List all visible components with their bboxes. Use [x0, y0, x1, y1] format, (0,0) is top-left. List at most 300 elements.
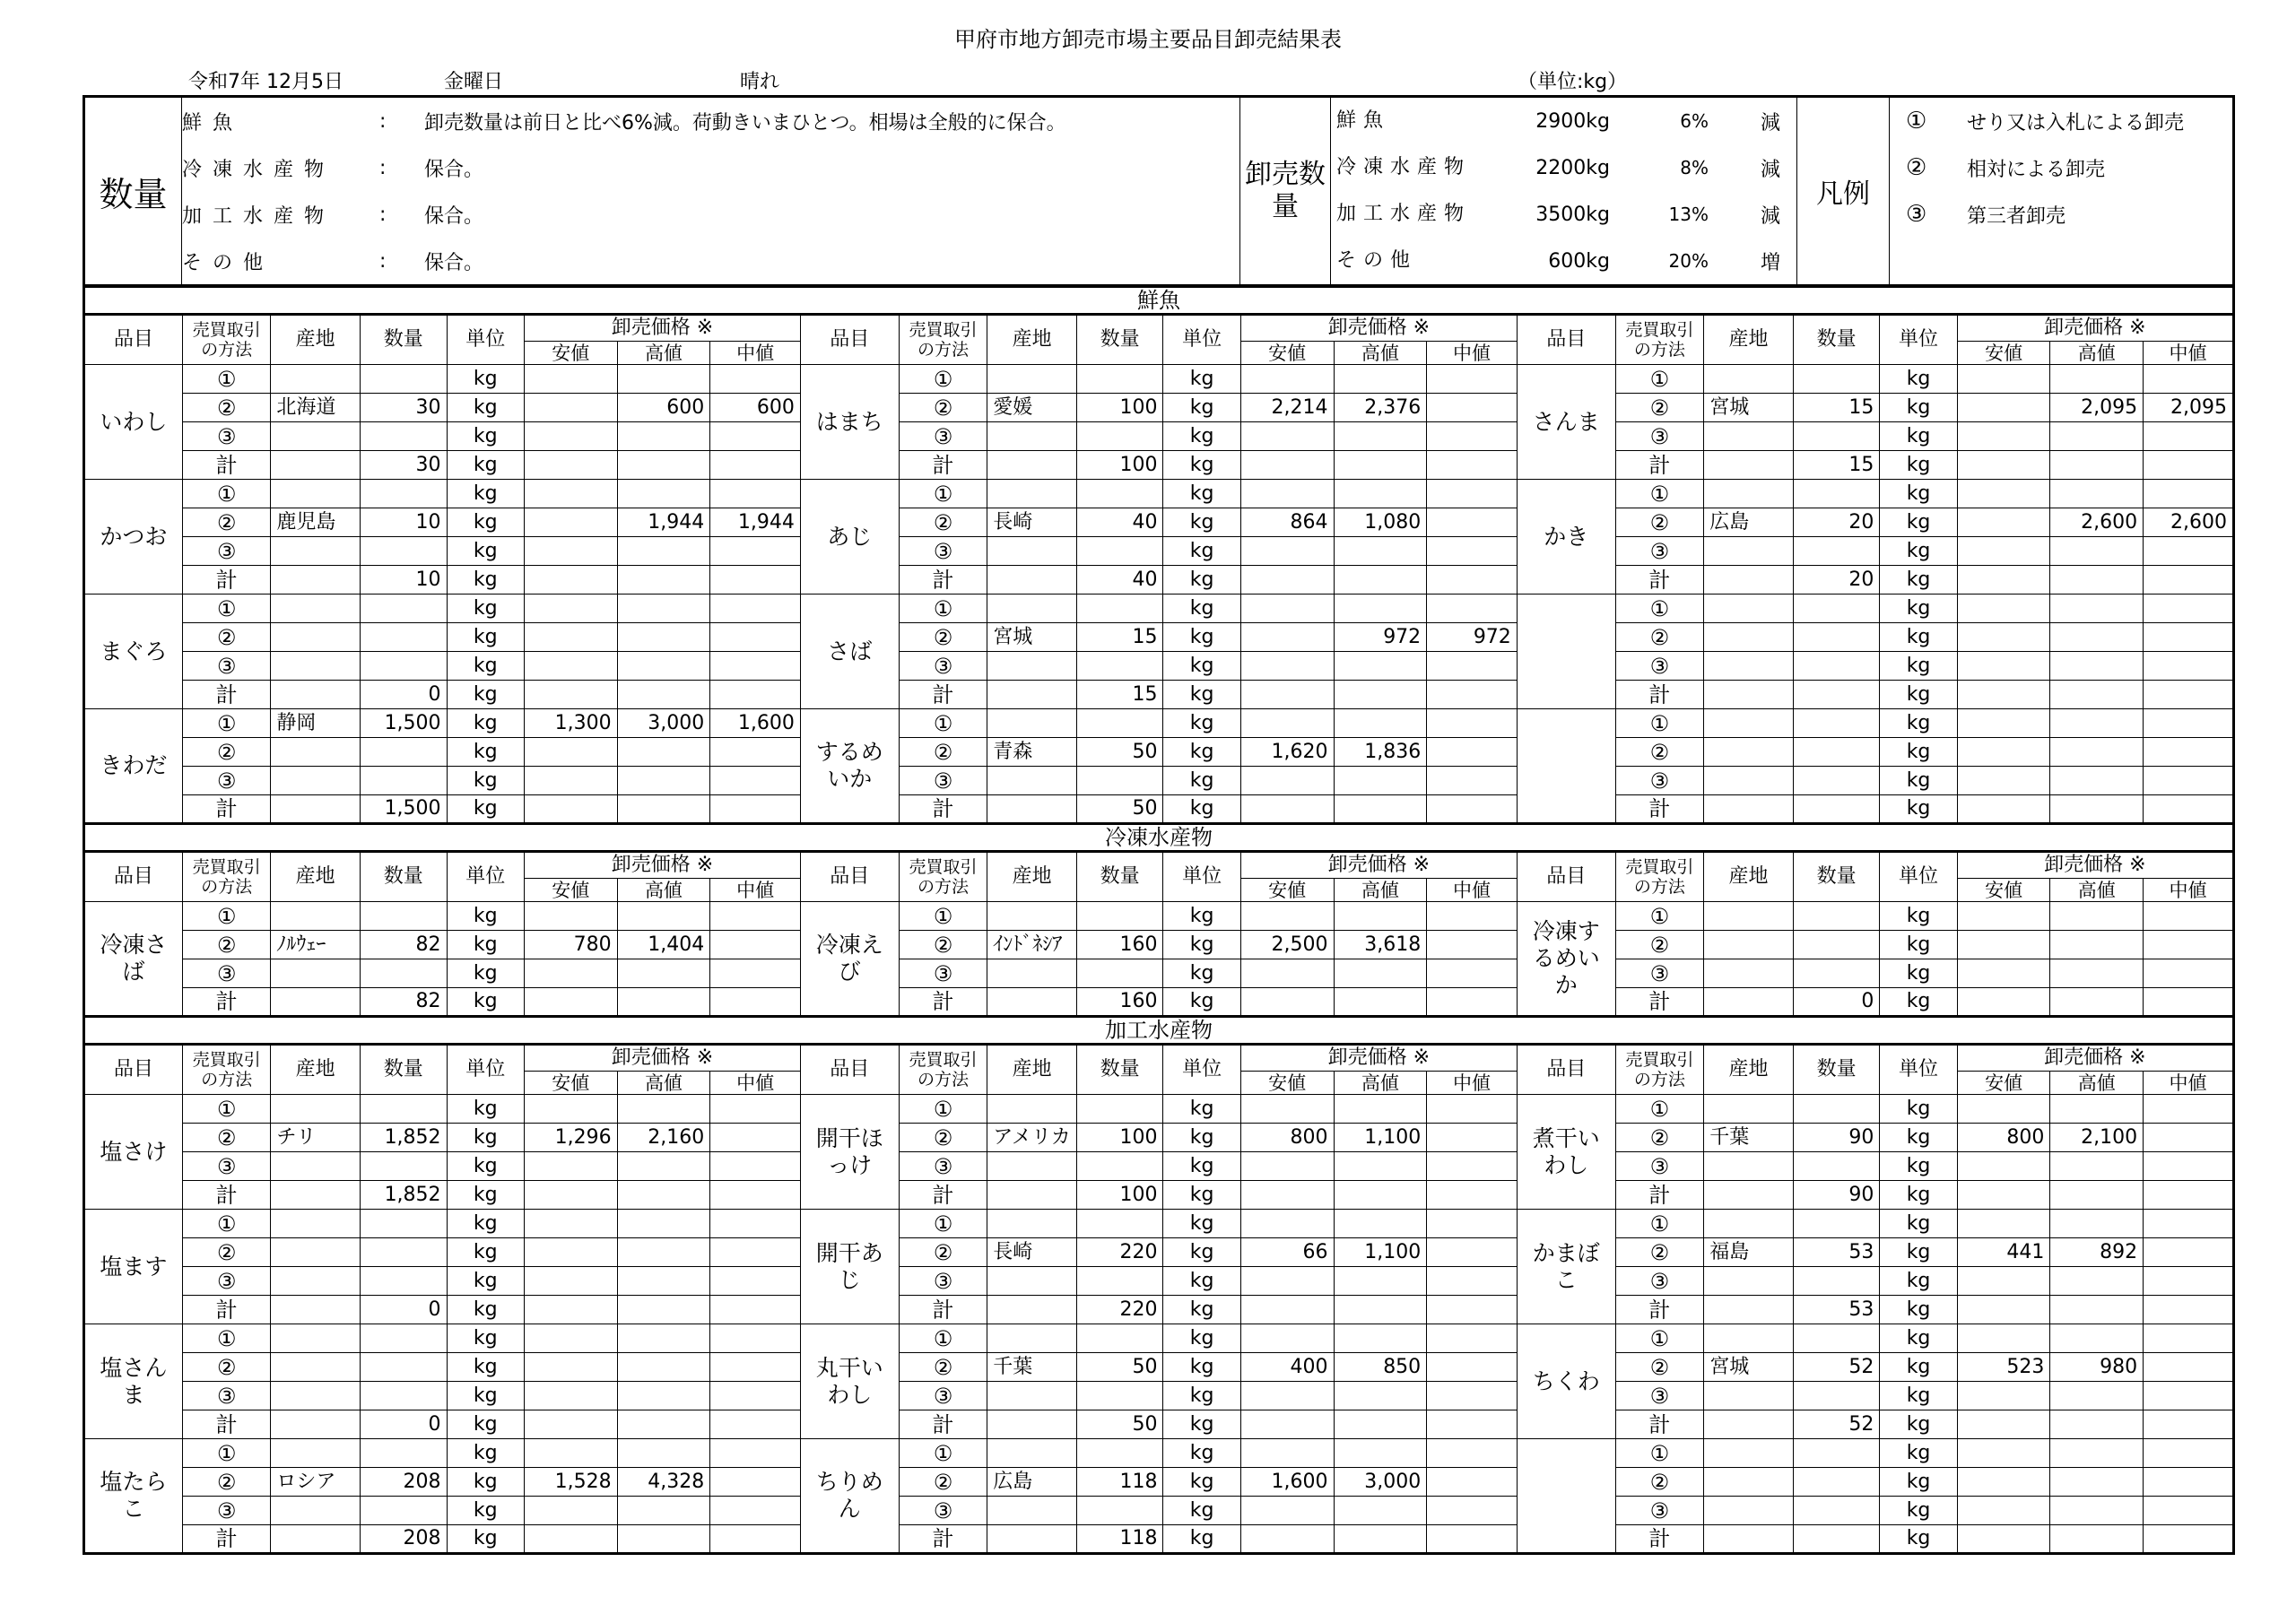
high-price-cell — [1334, 1267, 1427, 1296]
section-title: 鮮魚 — [84, 287, 2234, 315]
method-mark: 計 — [1615, 988, 1704, 1017]
unit-cell: kg — [1163, 738, 1240, 767]
qty-cell: 50 — [1076, 795, 1163, 824]
origin-cell — [1704, 795, 1794, 824]
method-mark: ② — [1615, 738, 1704, 767]
qty-cell — [1793, 652, 1880, 681]
high-price-cell: 600 — [617, 394, 710, 422]
low-price-cell — [1240, 795, 1334, 824]
header-method: 売買取引の方法 — [899, 852, 987, 902]
unit-cell: kg — [447, 652, 524, 681]
method-mark: ③ — [1615, 1497, 1704, 1525]
low-price-cell — [524, 681, 617, 709]
header-price: 卸売価格 ※ — [1957, 1045, 2233, 1072]
summary-category: 鮮魚 — [182, 111, 244, 135]
high-price-cell — [1334, 902, 1427, 931]
volume-row — [1336, 191, 1780, 238]
high-price-cell — [617, 988, 710, 1017]
high-price-cell — [1334, 681, 1427, 709]
unit-cell: kg — [1880, 1382, 1957, 1410]
legend-text: せり又は入札による卸売 — [1967, 111, 2185, 135]
qty-cell: 52 — [1793, 1410, 1880, 1439]
mid-price-cell — [710, 902, 801, 931]
unit-cell: kg — [447, 1439, 524, 1468]
header-mid: 中値 — [2144, 342, 2234, 365]
unit-cell: kg — [1880, 959, 1957, 988]
item-name: 塩たらこ — [84, 1439, 183, 1554]
high-price-cell — [2050, 595, 2144, 623]
mid-price-cell — [2144, 566, 2234, 595]
table-row — [84, 1210, 2234, 1238]
unit-cell: kg — [1880, 595, 1957, 623]
summary-colon: : — [379, 109, 387, 133]
high-price-cell — [617, 365, 710, 394]
unit-cell: kg — [1880, 1410, 1957, 1439]
item-name: ちりめん — [800, 1439, 899, 1554]
high-price-cell — [2050, 1468, 2144, 1497]
header-low: 安値 — [1957, 1072, 2050, 1095]
header-qty: 数量 — [360, 1045, 447, 1095]
high-price-cell — [2050, 988, 2144, 1017]
qty-cell: 10 — [360, 508, 447, 537]
summary-box — [83, 95, 2235, 287]
origin-cell — [1704, 931, 1794, 959]
high-price-cell: 4,328 — [617, 1468, 710, 1497]
high-price-cell — [2050, 537, 2144, 566]
item-name: ちくわ — [1517, 1324, 1615, 1439]
high-price-cell — [1334, 988, 1427, 1017]
low-price-cell — [524, 988, 617, 1017]
mid-price-cell — [710, 1439, 801, 1468]
mid-price-cell — [1427, 1468, 1518, 1497]
unit-cell: kg — [1880, 480, 1957, 508]
origin-cell — [987, 365, 1077, 394]
method-mark: ② — [899, 1124, 987, 1152]
mid-price-cell — [2144, 595, 2234, 623]
origin-cell — [1704, 767, 1794, 795]
mid-price-cell — [710, 1152, 801, 1181]
low-price-cell: 441 — [1957, 1238, 2050, 1267]
qty-cell — [1076, 1382, 1163, 1410]
summary-colon: : — [379, 203, 387, 226]
origin-cell — [987, 767, 1077, 795]
low-price-cell — [1240, 652, 1334, 681]
unit-cell: kg — [1880, 795, 1957, 824]
qty-cell — [360, 1095, 447, 1124]
qty-cell: 82 — [360, 931, 447, 959]
mid-price-cell — [710, 1095, 801, 1124]
origin-cell — [1704, 681, 1794, 709]
unit-cell: kg — [1163, 1238, 1240, 1267]
header-high: 高値 — [2050, 342, 2144, 365]
mid-price-cell — [710, 480, 801, 508]
header-high: 高値 — [1334, 342, 1427, 365]
mid-price-cell — [1427, 1124, 1518, 1152]
origin-cell: 千葉 — [987, 1353, 1077, 1382]
origin-cell — [271, 902, 361, 931]
origin-cell — [271, 1238, 361, 1267]
origin-cell — [1704, 709, 1794, 738]
low-price-cell — [1957, 1267, 2050, 1296]
origin-cell — [1704, 1468, 1794, 1497]
qty-cell — [1793, 1382, 1880, 1410]
mid-price-cell — [710, 451, 801, 480]
header-qty: 数量 — [1793, 315, 1880, 365]
method-mark: ② — [182, 1238, 271, 1267]
high-price-cell — [1334, 1181, 1427, 1210]
unit-cell: kg — [1880, 1296, 1957, 1324]
high-price-cell — [2050, 451, 2144, 480]
qty-cell — [1076, 1095, 1163, 1124]
origin-cell — [987, 1210, 1077, 1238]
qty-cell: 1,852 — [360, 1124, 447, 1152]
unit-note: （単位:kg） — [1518, 71, 1628, 93]
low-price-cell — [1240, 1410, 1334, 1439]
origin-cell — [1704, 451, 1794, 480]
qty-cell: 53 — [1793, 1238, 1880, 1267]
unit-cell: kg — [447, 988, 524, 1017]
high-price-cell — [1334, 566, 1427, 595]
unit-cell: kg — [1880, 566, 1957, 595]
method-mark: ③ — [1615, 652, 1704, 681]
low-price-cell — [1957, 1095, 2050, 1124]
unit-cell: kg — [447, 394, 524, 422]
origin-cell — [271, 1525, 361, 1554]
low-price-cell — [1957, 1497, 2050, 1525]
legend-text: 相対による卸売 — [1967, 158, 2106, 181]
mid-price-cell — [1427, 795, 1518, 824]
volume-category: その他 — [1336, 249, 1418, 272]
method-mark: ③ — [899, 1497, 987, 1525]
qty-cell — [1793, 959, 1880, 988]
unit-cell: kg — [447, 1497, 524, 1525]
method-mark: ③ — [1615, 422, 1704, 451]
origin-cell: 千葉 — [1704, 1124, 1794, 1152]
table-row — [84, 1296, 2234, 1324]
qty-cell: 90 — [1793, 1124, 1880, 1152]
mid-price-cell — [1427, 1525, 1518, 1554]
table-row — [84, 795, 2234, 824]
item-name: 冷凍えび — [800, 902, 899, 1017]
unit-cell: kg — [447, 681, 524, 709]
high-price-cell — [617, 681, 710, 709]
origin-cell — [271, 422, 361, 451]
low-price-cell — [1240, 1152, 1334, 1181]
low-price-cell — [1957, 1439, 2050, 1468]
qty-cell — [1793, 537, 1880, 566]
method-mark: ① — [182, 1324, 271, 1353]
qty-cell — [1793, 1267, 1880, 1296]
method-mark: ① — [899, 1439, 987, 1468]
mid-price-cell — [1427, 1324, 1518, 1353]
header-low: 安値 — [1240, 879, 1334, 902]
method-mark: 計 — [899, 451, 987, 480]
low-price-cell — [1957, 508, 2050, 537]
low-price-cell — [1240, 1497, 1334, 1525]
low-price-cell — [524, 1324, 617, 1353]
header-qty: 数量 — [360, 315, 447, 365]
mid-price-cell — [710, 652, 801, 681]
header-origin: 産地 — [987, 1045, 1077, 1095]
header-mid: 中値 — [2144, 1072, 2234, 1095]
unit-cell: kg — [1880, 738, 1957, 767]
unit-cell: kg — [447, 1152, 524, 1181]
qty-cell: 10 — [360, 566, 447, 595]
volume-label: 卸売数量 — [1239, 98, 1331, 284]
mid-price-cell — [1427, 508, 1518, 537]
header-qty: 数量 — [1793, 1045, 1880, 1095]
qty-cell — [1076, 1324, 1163, 1353]
item-name: 開干ほっけ — [800, 1095, 899, 1210]
table-row — [84, 451, 2234, 480]
table-row — [84, 1238, 2234, 1267]
low-price-cell — [1957, 1410, 2050, 1439]
high-price-cell: 2,600 — [2050, 508, 2144, 537]
header-high: 高値 — [1334, 1072, 1427, 1095]
high-price-cell: 1,080 — [1334, 508, 1427, 537]
origin-cell: アメリカ — [987, 1124, 1077, 1152]
unit-cell: kg — [1880, 709, 1957, 738]
low-price-cell — [1240, 1095, 1334, 1124]
header-price: 卸売価格 ※ — [524, 1045, 800, 1072]
origin-cell — [987, 795, 1077, 824]
origin-cell: 長崎 — [987, 1238, 1077, 1267]
qty-cell: 50 — [1076, 1353, 1163, 1382]
low-price-cell — [1957, 394, 2050, 422]
qty-cell: 15 — [1793, 394, 1880, 422]
qty-cell — [360, 1324, 447, 1353]
header-high: 高値 — [617, 342, 710, 365]
high-price-cell — [1334, 795, 1427, 824]
results-table — [83, 285, 2235, 1555]
method-mark: ① — [182, 1210, 271, 1238]
header-unit: 単位 — [447, 852, 524, 902]
table-row — [84, 1095, 2234, 1124]
qty-cell — [360, 652, 447, 681]
high-price-cell: 850 — [1334, 1353, 1427, 1382]
header-origin: 産地 — [271, 852, 361, 902]
item-name: はまち — [800, 365, 899, 480]
unit-cell: kg — [1163, 394, 1240, 422]
low-price-cell — [1957, 1382, 2050, 1410]
mid-price-cell — [710, 566, 801, 595]
qty-cell — [360, 537, 447, 566]
origin-cell — [987, 1095, 1077, 1124]
unit-cell: kg — [1163, 652, 1240, 681]
mid-price-cell — [1427, 652, 1518, 681]
origin-cell — [987, 1382, 1077, 1410]
mid-price-cell — [2144, 1525, 2234, 1554]
unit-cell: kg — [1880, 1468, 1957, 1497]
unit-cell: kg — [1163, 1095, 1240, 1124]
quantity-label: 数量 — [85, 98, 182, 284]
table-row — [84, 537, 2234, 566]
low-price-cell — [1957, 365, 2050, 394]
method-mark: 計 — [1615, 795, 1704, 824]
unit-cell: kg — [1163, 1525, 1240, 1554]
method-mark: 計 — [182, 1181, 271, 1210]
method-mark: 計 — [899, 681, 987, 709]
volume-percent: 20% — [1668, 250, 1709, 272]
qty-cell: 90 — [1793, 1181, 1880, 1210]
method-mark: ① — [1615, 595, 1704, 623]
qty-cell: 1,852 — [360, 1181, 447, 1210]
origin-cell — [1704, 1525, 1794, 1554]
qty-cell: 53 — [1793, 1296, 1880, 1324]
method-mark: ③ — [182, 652, 271, 681]
mid-price-cell — [710, 1296, 801, 1324]
unit-cell: kg — [1163, 1124, 1240, 1152]
method-mark: ② — [182, 1353, 271, 1382]
unit-cell: kg — [447, 767, 524, 795]
qty-cell — [360, 595, 447, 623]
mid-price-cell — [1427, 1210, 1518, 1238]
qty-cell — [1793, 1095, 1880, 1124]
mid-price-cell — [2144, 988, 2234, 1017]
low-price-cell — [1957, 566, 2050, 595]
unit-cell: kg — [1880, 422, 1957, 451]
mid-price-cell — [2144, 767, 2234, 795]
mid-price-cell — [1427, 988, 1518, 1017]
qty-cell: 15 — [1076, 623, 1163, 652]
origin-cell — [271, 959, 361, 988]
method-mark: ① — [182, 1095, 271, 1124]
method-mark: ① — [1615, 365, 1704, 394]
method-mark: ① — [182, 709, 271, 738]
method-mark: ① — [899, 1324, 987, 1353]
method-mark: ① — [182, 480, 271, 508]
high-price-cell — [617, 537, 710, 566]
origin-cell — [987, 1267, 1077, 1296]
mid-price-cell — [1427, 1238, 1518, 1267]
volume-percent: 8% — [1680, 157, 1709, 178]
header-origin: 産地 — [271, 1045, 361, 1095]
unit-cell: kg — [1163, 795, 1240, 824]
unit-cell: kg — [1880, 1324, 1957, 1353]
item-name: 冷凍さば — [84, 902, 183, 1017]
method-mark: ② — [899, 1353, 987, 1382]
origin-cell — [987, 652, 1077, 681]
method-mark: ① — [1615, 1439, 1704, 1468]
origin-cell — [987, 1525, 1077, 1554]
table-row — [84, 480, 2234, 508]
mid-price-cell — [2144, 1353, 2234, 1382]
origin-cell — [987, 480, 1077, 508]
origin-cell — [271, 1382, 361, 1410]
unit-cell: kg — [1880, 902, 1957, 931]
method-mark: ③ — [1615, 1382, 1704, 1410]
header-low: 安値 — [524, 1072, 617, 1095]
origin-cell: ｲﾝﾄﾞﾈｼｱ — [987, 931, 1077, 959]
unit-cell: kg — [1163, 422, 1240, 451]
method-mark: ② — [182, 508, 271, 537]
high-price-cell — [2050, 1382, 2144, 1410]
unit-cell: kg — [447, 1525, 524, 1554]
mid-price-cell — [710, 422, 801, 451]
method-mark: ② — [899, 394, 987, 422]
qty-cell — [1793, 902, 1880, 931]
unit-cell: kg — [1163, 1267, 1240, 1296]
low-price-cell — [1240, 422, 1334, 451]
high-price-cell — [617, 1152, 710, 1181]
high-price-cell — [1334, 1410, 1427, 1439]
mid-price-cell — [2144, 1181, 2234, 1210]
high-price-cell — [2050, 681, 2144, 709]
qty-cell — [360, 480, 447, 508]
qty-cell — [360, 623, 447, 652]
origin-cell — [1704, 595, 1794, 623]
header-qty: 数量 — [1793, 852, 1880, 902]
high-price-cell: 2,160 — [617, 1124, 710, 1152]
mid-price-cell — [710, 1181, 801, 1210]
header-method: 売買取引の方法 — [1615, 315, 1704, 365]
origin-cell — [271, 988, 361, 1017]
low-price-cell: 1,620 — [1240, 738, 1334, 767]
method-mark: ① — [182, 365, 271, 394]
summary-category: その他 — [182, 251, 274, 274]
qty-cell — [1076, 1267, 1163, 1296]
high-price-cell — [1334, 1525, 1427, 1554]
high-price-cell — [1334, 1210, 1427, 1238]
table-row — [84, 652, 2234, 681]
qty-cell: 40 — [1076, 508, 1163, 537]
origin-cell — [271, 566, 361, 595]
high-price-cell — [617, 1267, 710, 1296]
mid-price-cell — [710, 795, 801, 824]
low-price-cell — [1240, 566, 1334, 595]
table-row — [84, 394, 2234, 422]
high-price-cell — [1334, 422, 1427, 451]
low-price-cell — [1240, 1267, 1334, 1296]
item-name — [1517, 709, 1615, 824]
method-mark: 計 — [1615, 681, 1704, 709]
qty-cell: 50 — [1076, 1410, 1163, 1439]
origin-cell: 広島 — [1704, 508, 1794, 537]
qty-cell: 50 — [1076, 738, 1163, 767]
header-mid: 中値 — [710, 342, 801, 365]
qty-cell — [1793, 623, 1880, 652]
unit-cell: kg — [1163, 508, 1240, 537]
low-price-cell — [524, 1152, 617, 1181]
low-price-cell — [1240, 1296, 1334, 1324]
low-price-cell — [1957, 1296, 2050, 1324]
origin-cell: チリ — [271, 1124, 361, 1152]
high-price-cell: 3,618 — [1334, 931, 1427, 959]
low-price-cell — [524, 1410, 617, 1439]
origin-cell — [1704, 652, 1794, 681]
high-price-cell — [2050, 1267, 2144, 1296]
volume-row — [1336, 98, 1780, 144]
mid-price-cell — [1427, 480, 1518, 508]
method-mark: 計 — [899, 795, 987, 824]
low-price-cell — [1240, 709, 1334, 738]
origin-cell — [1704, 1410, 1794, 1439]
section-title: 加工水産物 — [84, 1017, 2234, 1045]
method-mark: 計 — [182, 1296, 271, 1324]
qty-cell — [1076, 959, 1163, 988]
high-price-cell — [1334, 1296, 1427, 1324]
qty-cell — [360, 422, 447, 451]
item-name: かつお — [84, 480, 183, 595]
qty-cell — [360, 959, 447, 988]
origin-cell — [271, 365, 361, 394]
qty-cell — [1076, 1152, 1163, 1181]
unit-cell: kg — [447, 959, 524, 988]
low-price-cell — [524, 537, 617, 566]
table-row — [84, 1525, 2234, 1554]
unit-cell: kg — [1163, 959, 1240, 988]
qty-cell: 118 — [1076, 1468, 1163, 1497]
